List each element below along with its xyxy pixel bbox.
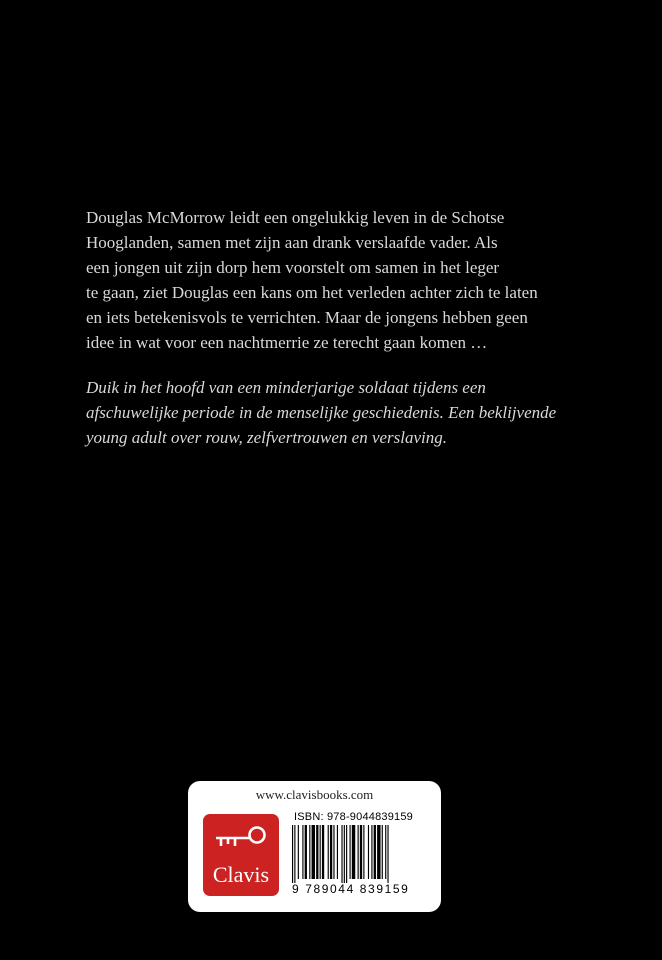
- website-link[interactable]: www.clavisbooks.com: [255, 787, 374, 802]
- tagline-line: afschuwelijke periode in de menselijke geschiedenis. Een beklijvende: [86, 403, 557, 422]
- isbn-label: ISBN: 978-9044839159: [294, 811, 413, 823]
- barcode-bar: [352, 825, 355, 879]
- publisher-info-box: [188, 781, 441, 912]
- barcode-bar: [358, 825, 359, 879]
- synopsis-paragraph: [86, 205, 596, 355]
- barcode-bar: [374, 825, 376, 879]
- barcode-bar: [333, 825, 334, 879]
- barcode-bar: [368, 825, 369, 879]
- barcode-bar: [377, 825, 380, 879]
- synopsis-line: Hooglanden, samen met zijn aan drank verslaafde vader. Als: [86, 233, 498, 252]
- barcode-bar: [360, 825, 362, 879]
- isbn-barcode: [292, 825, 429, 883]
- key-icon: [213, 824, 269, 858]
- barcode-bar: [298, 825, 299, 879]
- barcode-bar: [302, 825, 303, 879]
- barcode-bar: [337, 825, 338, 879]
- barcode-bar: [294, 825, 295, 883]
- barcode-bar: [320, 825, 321, 879]
- synopsis-line: en iets betekenisvols te verrichten. Maar de jongens hebben geen: [86, 308, 528, 327]
- barcode-bar: [309, 825, 310, 879]
- synopsis-line: een jongen uit zijn dorp hem voorstelt om samen in het leger: [86, 258, 500, 277]
- barcode-bar: [344, 825, 345, 883]
- barcode-bar: [330, 825, 332, 879]
- barcode-bar: [346, 825, 347, 883]
- barcode-bar: [305, 825, 307, 879]
- publisher-logo: [203, 814, 279, 896]
- barcode-bar: [350, 825, 351, 879]
- barcode-bar: [316, 825, 318, 879]
- tagline-line: young adult over rouw, zelfvertrouwen en verslaving.: [86, 428, 448, 447]
- barcode-bar: [341, 825, 342, 883]
- barcode-bar: [312, 825, 315, 879]
- barcode-bar: [382, 825, 383, 879]
- barcode-bar: [371, 825, 372, 879]
- isbn-digits: 9 789044 839159: [292, 882, 410, 896]
- publisher-logo-text: Clavis: [212, 862, 270, 887]
- tagline-paragraph: [86, 375, 596, 450]
- synopsis-line: Douglas McMorrow leidt een ongelukkig leven in de Schotse: [86, 208, 505, 227]
- barcode-bar: [322, 825, 324, 879]
- barcode-bar: [387, 825, 388, 883]
- barcode-bar: [363, 825, 364, 879]
- synopsis-line: idee in wat voor een nachtmerrie ze terecht gaan komen …: [86, 333, 488, 352]
- synopsis-line: te gaan, ziet Douglas een kans om het verleden achter zich te laten: [86, 283, 538, 302]
- tagline-line: Duik in het hoofd van een minderjarige soldaat tijdens een: [86, 378, 486, 397]
- back-cover-blurb: [86, 205, 596, 450]
- barcode-bar: [385, 825, 386, 879]
- barcode-bar: [328, 825, 329, 879]
- barcode-bar: [292, 825, 293, 883]
